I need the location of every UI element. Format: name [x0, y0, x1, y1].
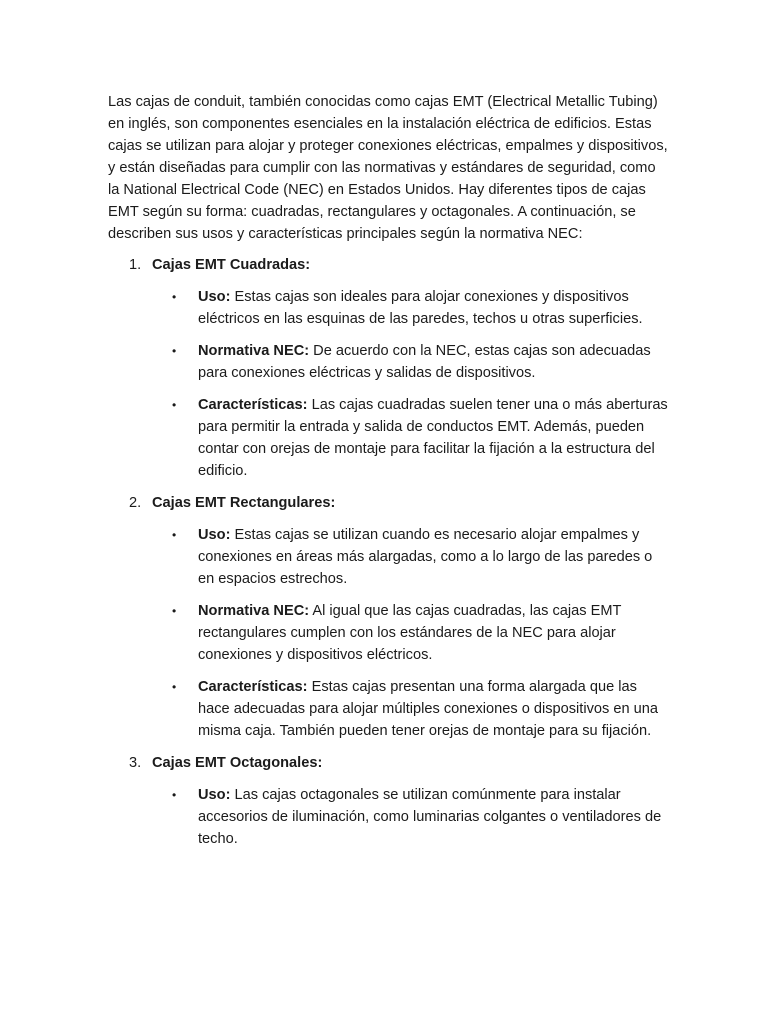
section-number: 1.	[129, 257, 142, 273]
section-number: 2.	[129, 495, 142, 511]
section-cuadradas	[108, 254, 668, 482]
list-item	[108, 286, 668, 330]
item-text: Estas cajas se utilizan cuando es necesario alojar empalmes y conexiones en áreas más alargadas, como a lo largo de las paredes o en espacios estrechos.	[198, 527, 653, 587]
section-title: Cajas EMT Octagonales	[152, 755, 318, 771]
item-label: Características:	[198, 397, 308, 413]
section-heading	[108, 254, 668, 276]
bullet-list	[108, 524, 668, 742]
section-heading	[108, 752, 668, 774]
section-colon: :	[317, 755, 323, 771]
section-title: Cajas EMT Cuadradas	[152, 257, 306, 273]
list-item	[108, 676, 668, 742]
bullet-icon: •	[172, 290, 177, 304]
section-rectangulares	[108, 492, 668, 742]
item-label: Uso:	[198, 787, 231, 803]
bullet-icon: •	[172, 528, 177, 542]
list-item	[108, 394, 668, 482]
bullet-icon: •	[172, 398, 177, 412]
item-label: Normativa NEC:	[198, 603, 310, 619]
item-label: Uso:	[198, 527, 231, 543]
item-text: Las cajas cuadradas suelen tener una o más aberturas para permitir la entrada y salida de conductos EMT. Además, pueden contar con orejas de montaje para facilitar la fijación a la estructura del edificio.	[198, 397, 668, 479]
section-octagonales	[108, 752, 668, 850]
intro-paragraph: Las cajas de conduit, también conocidas como cajas EMT (Electrical Metallic Tubing) en inglés, son componentes esenciales en la instalación eléctrica de edificios. Estas cajas se utilizan para alojar y proteger conexiones eléctricas, empalmes y dispositivos, y están diseñadas para cumplir con las normativas y estándares de seguridad, como la National Electrical Code (NEC) en Estados Unidos. Hay diferentes tipos de cajas EMT según su forma: cuadradas, rectangulares y octagonales. A continuación, se describen sus usos y características principales según la normativa NEC:	[108, 94, 668, 242]
section-colon: :	[330, 495, 336, 511]
bullet-icon: •	[172, 344, 177, 358]
bullet-icon: •	[172, 788, 177, 802]
item-label: Normativa NEC:	[198, 343, 310, 359]
document-page	[108, 91, 668, 860]
bullet-icon: •	[172, 604, 177, 618]
item-label: Características:	[198, 679, 308, 695]
item-label: Uso:	[198, 289, 231, 305]
list-item	[108, 600, 668, 666]
item-text: De acuerdo con la NEC, estas cajas son adecuadas para conexiones eléctricas y salidas de dispositivos.	[198, 343, 651, 381]
item-text: Las cajas octagonales se utilizan comúnmente para instalar accesorios de iluminación, como luminarias colgantes o ventiladores de techo.	[198, 787, 662, 847]
list-item	[108, 524, 668, 590]
section-title: Cajas EMT Rectangulares	[152, 495, 331, 511]
bullet-list	[108, 286, 668, 482]
section-colon: :	[305, 257, 311, 273]
item-text: Estas cajas presentan una forma alargada que las hace adecuadas para alojar múltiples conexiones o dispositivos en una misma caja. También pueden tener orejas de montaje para su fijación.	[198, 679, 658, 739]
bullet-list	[108, 784, 668, 850]
list-item	[108, 340, 668, 384]
bullet-icon: •	[172, 680, 177, 694]
list-item	[108, 784, 668, 850]
item-text: Al igual que las cajas cuadradas, las cajas EMT rectangulares cumplen con los estándares de la NEC para alojar conexiones y dispositivos eléctricos.	[198, 603, 622, 663]
section-heading	[108, 492, 668, 514]
section-number: 3.	[129, 755, 142, 771]
item-text: Estas cajas son ideales para alojar conexiones y dispositivos eléctricos en las esquinas de las paredes, techos u otras superficies.	[198, 289, 643, 327]
